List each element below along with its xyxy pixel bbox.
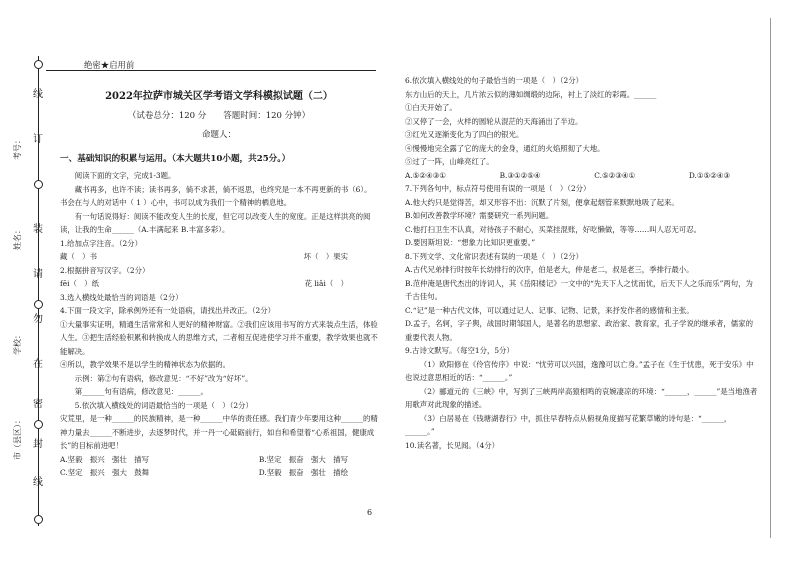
question-1-items <box>60 250 378 264</box>
question-2-items <box>60 277 378 291</box>
binding-hole <box>34 60 43 69</box>
binding-mark: 密 <box>33 399 43 410</box>
binding-mark: 线 <box>33 477 43 488</box>
question-3: 3.选入横线处最恰当的词语是（2分） <box>60 292 183 302</box>
question-6-options <box>405 169 760 183</box>
option: A.坚毅 振兴 强壮 描写 <box>60 454 149 464</box>
binding-mark: 装 <box>33 224 43 235</box>
reading-intro: 阅读下面的文字，完成1-3题。 <box>74 171 176 180</box>
option: D.要因斯坦说：“想象力比知识更重要。” <box>405 238 536 247</box>
option: B.坚定 振奋 强大 描写 <box>258 454 348 464</box>
question-4-text: ①大量事实证明，精通生活常常和人更好的精神财富。②我们应该用书写的方式来装点生活，体验人生。③把生活经验积累和转换成人的思维方式，二者相互促进使学习并不重要，教学效果也就不能解决。 <box>60 319 378 356</box>
fill-item: （2）郦道元的《三峡》中，写到了三峡两岸高猿相鸣的哀婉凄凉的环境：“______，______”是当地渔者用歌声对此现象的描述。 <box>405 386 758 409</box>
header-rule <box>46 70 376 71</box>
option: B.范仲淹是唐代杰出的诗词人，其《岳阳楼记》一文中的“先天下人之忧而忧，后天下人之乐而乐”两句，为千古佳句。 <box>405 278 753 301</box>
binding-mark: 请 <box>33 269 43 280</box>
question-1: 1.给加点字注音。（2分） <box>60 238 142 248</box>
binding-hole <box>34 300 43 309</box>
section-heading: 一、基础知识的积累与运用。（本大题共10小题，共25分。） <box>60 153 291 164</box>
hanzi-item: fēi（ ）纸 <box>60 279 100 288</box>
option: D.①⑤②④③ <box>688 170 730 180</box>
option: C.⑤②③④① <box>594 170 636 180</box>
question-6: 6.依次填入横线处的句子最恰当的一项是（ ）（2分） <box>405 76 584 85</box>
sentence-item: ⑤过了一阵，山峰亮红了。 <box>405 157 494 166</box>
right-page-edge <box>770 18 771 538</box>
sentence-item: ④慢慢地完全露了它的庞大的金身，通红的火焰照彻了大地。 <box>405 143 605 153</box>
option: A.他大约只是觉得苦，却又形容不出：沉默了片刻，便拿起烟管来默默地吸了起来。 <box>405 197 679 207</box>
question-7: 7.下列各句中，标点符号使用有误的一项是（ ）（2分） <box>405 184 591 193</box>
question-5: 5.依次填入横线处的词语最恰当的一项是（ ）（2分） <box>74 400 253 410</box>
right-column <box>405 74 760 452</box>
binding-line <box>38 56 39 526</box>
binding-mark: 勿 <box>33 314 43 325</box>
question-4-text: ④所以，教学效果不是以学生的精神状态为依据的。 <box>60 360 230 369</box>
hanzi-item: 花 liǎi（ ） <box>304 279 348 288</box>
binding-mark: 订 <box>33 134 43 145</box>
exam-author: 命题人： <box>201 130 236 140</box>
question-4: 4.下面一段文字，除承例外还有一处语病，请找出并改正。（2分） <box>60 306 275 315</box>
option: C.他打扫卫生不认真，对待孩子不耐心，买菜挂混账，好吃懒做，等等……叫人忍无可忍。 <box>405 224 701 234</box>
fill-item: （1）欧阳修在《伶官传序》中说：“忧劳可以兴国，逸豫可以亡身。”孟子在《生于忧患，死于安乐》中也说过意思相近的话：“______。” <box>405 359 754 382</box>
question-6-text: 东方山后的天上，几片浓云似的薄如绸缎的边际，衬上了淡红的彩霞。______ <box>405 89 657 99</box>
sentence-item: ③红光又逐渐变化为了四白的银光。 <box>405 130 524 139</box>
question-5-options <box>60 466 378 480</box>
sentence-item: ①白天开始了。 <box>405 103 457 112</box>
option: A.古代兄弟排行时按年长幼排行的次序，伯是老大，仲是老二，叔是老三，季排行最小。 <box>405 265 694 274</box>
option: B.③①②⑤④ <box>499 170 541 180</box>
question-2: 2.根据拼音写汉字。（2分） <box>60 265 150 275</box>
binding-hole <box>34 515 43 524</box>
option: D.孟子，名轲，字子舆，战国时期邹国人，是著名的思想家、政治家、教育家，孔子学说的继承者，儒家的重要代表人物。 <box>405 319 753 342</box>
option: C.坚定 振兴 强大 鼓舞 <box>60 468 150 477</box>
exam-subtitle: （试卷总分：120 分 答题时间：120 分钟） <box>127 110 311 121</box>
label-district: 市（县区）： <box>13 416 22 460</box>
exam-title: 2022年拉萨市城关区学考语文学科模拟试题（二） <box>105 91 333 102</box>
option: D.坚毅 振奋 强壮 描绘 <box>258 468 348 477</box>
pinyin-item: 坏（ ）果实 <box>303 252 348 261</box>
page-number: 6 <box>367 508 373 517</box>
binding-mark: 在 <box>33 359 43 370</box>
binding-mark: 封 <box>33 439 43 450</box>
label-school: 学校： <box>13 331 22 355</box>
binding-hole <box>34 420 43 429</box>
option: B.如何改善教学环境？需要研究一系列问题。 <box>405 211 554 220</box>
question-5-options <box>60 453 378 467</box>
question-4-example: 示例：第②句有语病，修改意见：“不好”改为“好坏”。 <box>74 373 253 383</box>
question-10: 10.读名著，长见闻。（4分） <box>405 440 500 450</box>
sentence-item: ②又停了一会，火样的圆轮从混茫的天海涌出了半边。 <box>405 116 583 126</box>
binding-mark: 线 <box>33 89 43 100</box>
pinyin-item: 藏（ ）书 <box>60 252 97 261</box>
binding-hole <box>34 180 43 189</box>
option: C.“记”是一种古代文体，可以通过记人、记事、记物、记景，来抒发作者的感情和主张。 <box>405 305 694 315</box>
label-name: 姓名： <box>13 226 22 250</box>
passage-paragraph: 藏书再多，也许不读；读书再多，倘不求甚，倘不返思，也终究是一本不再更新的书（6）。书会在与人的对话中（ 1 ）心中，书可以成为我们一个精神的栖息地。 <box>60 184 372 207</box>
left-column <box>60 90 378 480</box>
passage-paragraph: 有一句话说得好：阅读不能改变人生的长度，但它可以改变人生的宽度。正是这样洪亮的阅读，让我的生命______（A.丰满起来 B.丰富多彩）。 <box>60 211 371 234</box>
question-9: 9.古诗文默写。（每空1分，5分） <box>405 346 514 355</box>
question-4-answer: 第______句有语病，修改意见：______。 <box>74 387 208 396</box>
label-exam-number: 考号： <box>13 136 22 160</box>
fill-item: （3）白居易在《钱塘湖春行》中，抓住早春特点从俯视角度描写花繁草嫩的诗句是：“______，______。” <box>405 413 732 436</box>
option: A.⑤②④③① <box>405 170 446 180</box>
question-5-text: 灾荒里，是一种______的民族精神，是一种______中华的责任感。我们青少年要用这种______的精神力量去______不断进步，去逐梦时代，并一丹一心砥砺前行，如自和希望着“心系祖国，健康成长”的目标前进吧！ <box>60 414 378 450</box>
question-8: 8.下列文学、文化常识表述有误的一项是（ ）（2分） <box>405 251 584 261</box>
secret-mark: 绝密★启用前 <box>84 60 135 70</box>
